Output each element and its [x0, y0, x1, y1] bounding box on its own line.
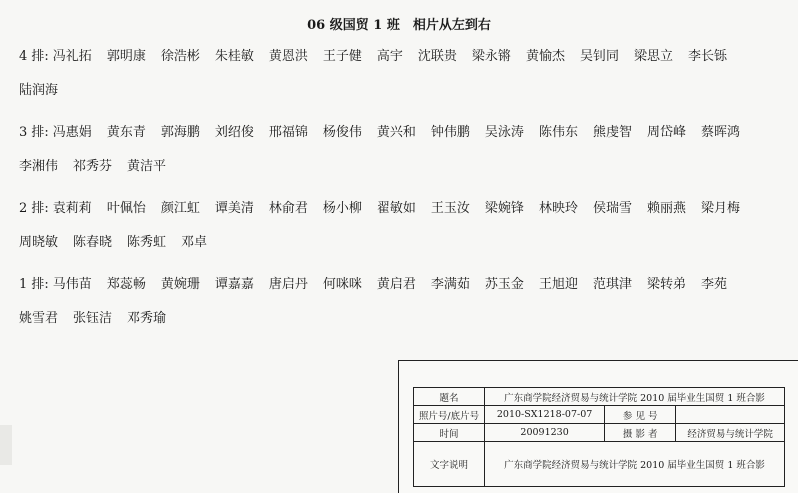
student-name: 钟伟鹏 [430, 125, 470, 140]
student-name: 谭美清 [214, 201, 254, 216]
student-name: 姚雪君 [19, 311, 59, 326]
student-name: 黄东青 [106, 125, 146, 140]
student-name: 翟敏如 [376, 201, 416, 216]
row-1 [19, 268, 779, 336]
student-name: 黄洁平 [127, 159, 167, 174]
student-name: 张钰洁 [73, 311, 113, 326]
student-name: 冯礼拓 [52, 49, 92, 64]
student-name: 沈联贵 [417, 49, 457, 64]
row-2-names [19, 192, 779, 260]
title-label: 题名 [414, 388, 485, 406]
row-label: 2 排: [19, 201, 49, 216]
student-name: 谭嘉嘉 [214, 277, 254, 292]
photographer-label: 摄 影 者 [605, 424, 676, 442]
student-name: 范琪津 [592, 277, 632, 292]
student-name: 周岱峰 [646, 125, 686, 140]
page-title: 06 级国贸 1 班 相片从左到右 [307, 18, 491, 33]
student-name: 李长铄 [687, 49, 727, 64]
student-name: 冯惠娟 [52, 125, 92, 140]
student-name: 梁婉锋 [484, 201, 524, 216]
photo-no-row [414, 406, 785, 424]
student-name: 吴钊同 [579, 49, 619, 64]
student-name: 马伟苗 [52, 277, 92, 292]
student-name: 刘绍俊 [214, 125, 254, 140]
time-value: 20091230 [485, 424, 605, 442]
student-name: 陈秀虹 [127, 235, 167, 250]
student-name: 梁月梅 [700, 201, 740, 216]
row-label: 1 排: [19, 277, 49, 292]
student-name: 林俞君 [268, 201, 308, 216]
photo-no-value: 2010-SX1218-07-07 [485, 406, 605, 424]
student-name: 邢福锦 [268, 125, 308, 140]
student-name: 吴泳涛 [484, 125, 524, 140]
time-label: 时间 [414, 424, 485, 442]
caption-row [414, 442, 785, 487]
student-name: 梁思立 [633, 49, 673, 64]
student-name: 叶佩怡 [106, 201, 146, 216]
student-name: 梁转弟 [646, 277, 686, 292]
student-name: 杨俊伟 [322, 125, 362, 140]
student-name: 邓秀瑜 [127, 311, 167, 326]
student-name: 梁永锵 [471, 49, 511, 64]
time-row [414, 424, 785, 442]
row-1-names [19, 268, 779, 336]
student-name: 高宇 [376, 49, 403, 64]
row-label: 4 排: [19, 49, 49, 64]
caption-value: 广东商学院经济贸易与统计学院 2010 届毕业生国贸 1 班合影 [485, 442, 785, 487]
student-name: 王旭迎 [538, 277, 578, 292]
row-4-names [19, 40, 779, 108]
title-row [414, 388, 785, 406]
student-name: 唐启丹 [268, 277, 308, 292]
student-name: 李苑 [700, 277, 727, 292]
student-name: 黄恩洪 [268, 49, 308, 64]
ref-label: 参 见 号 [605, 406, 676, 424]
student-name: 郭明康 [106, 49, 146, 64]
student-name: 颜江虹 [160, 201, 200, 216]
student-name: 熊虔智 [592, 125, 632, 140]
student-name: 袁莉莉 [52, 201, 92, 216]
student-name: 黄兴和 [376, 125, 416, 140]
student-name: 陆润海 [19, 83, 59, 98]
student-name: 邓卓 [181, 235, 208, 250]
student-name: 陈春晓 [73, 235, 113, 250]
student-name: 王子健 [322, 49, 362, 64]
ref-value [676, 406, 785, 424]
scan-mark [0, 425, 12, 465]
student-name: 黄婉珊 [160, 277, 200, 292]
archive-table [413, 387, 785, 487]
row-2 [19, 192, 779, 260]
row-label: 3 排: [19, 125, 49, 140]
student-name: 林映玲 [538, 201, 578, 216]
student-name: 郭海鹏 [160, 125, 200, 140]
archive-card [398, 360, 798, 493]
photo-no-label: 照片号/底片号 [414, 406, 485, 424]
student-name: 黄愉杰 [525, 49, 565, 64]
student-name: 郑蕊畅 [106, 277, 146, 292]
student-name: 何咪咪 [322, 277, 362, 292]
student-name: 朱桂敏 [214, 49, 254, 64]
student-name: 苏玉金 [484, 277, 524, 292]
student-name: 王玉汝 [430, 201, 470, 216]
row-4 [19, 40, 779, 108]
name-list [19, 40, 779, 344]
student-name: 蔡晖鸿 [700, 125, 740, 140]
row-3-names [19, 116, 779, 184]
row-3 [19, 116, 779, 184]
student-name: 徐浩彬 [160, 49, 200, 64]
photographer-value: 经济贸易与统计学院 [676, 424, 785, 442]
title-value: 广东商学院经济贸易与统计学院 2010 届毕业生国贸 1 班合影 [485, 388, 785, 406]
student-name: 祁秀芬 [73, 159, 113, 174]
student-name: 周晓敏 [19, 235, 59, 250]
student-name: 黄启君 [376, 277, 416, 292]
student-name: 李满茹 [430, 277, 470, 292]
caption-label: 文字说明 [414, 442, 485, 487]
student-name: 赖丽燕 [646, 201, 686, 216]
student-name: 李湘伟 [19, 159, 59, 174]
student-name: 杨小柳 [322, 201, 362, 216]
student-name: 侯瑞雪 [592, 201, 632, 216]
student-name: 陈伟东 [538, 125, 578, 140]
